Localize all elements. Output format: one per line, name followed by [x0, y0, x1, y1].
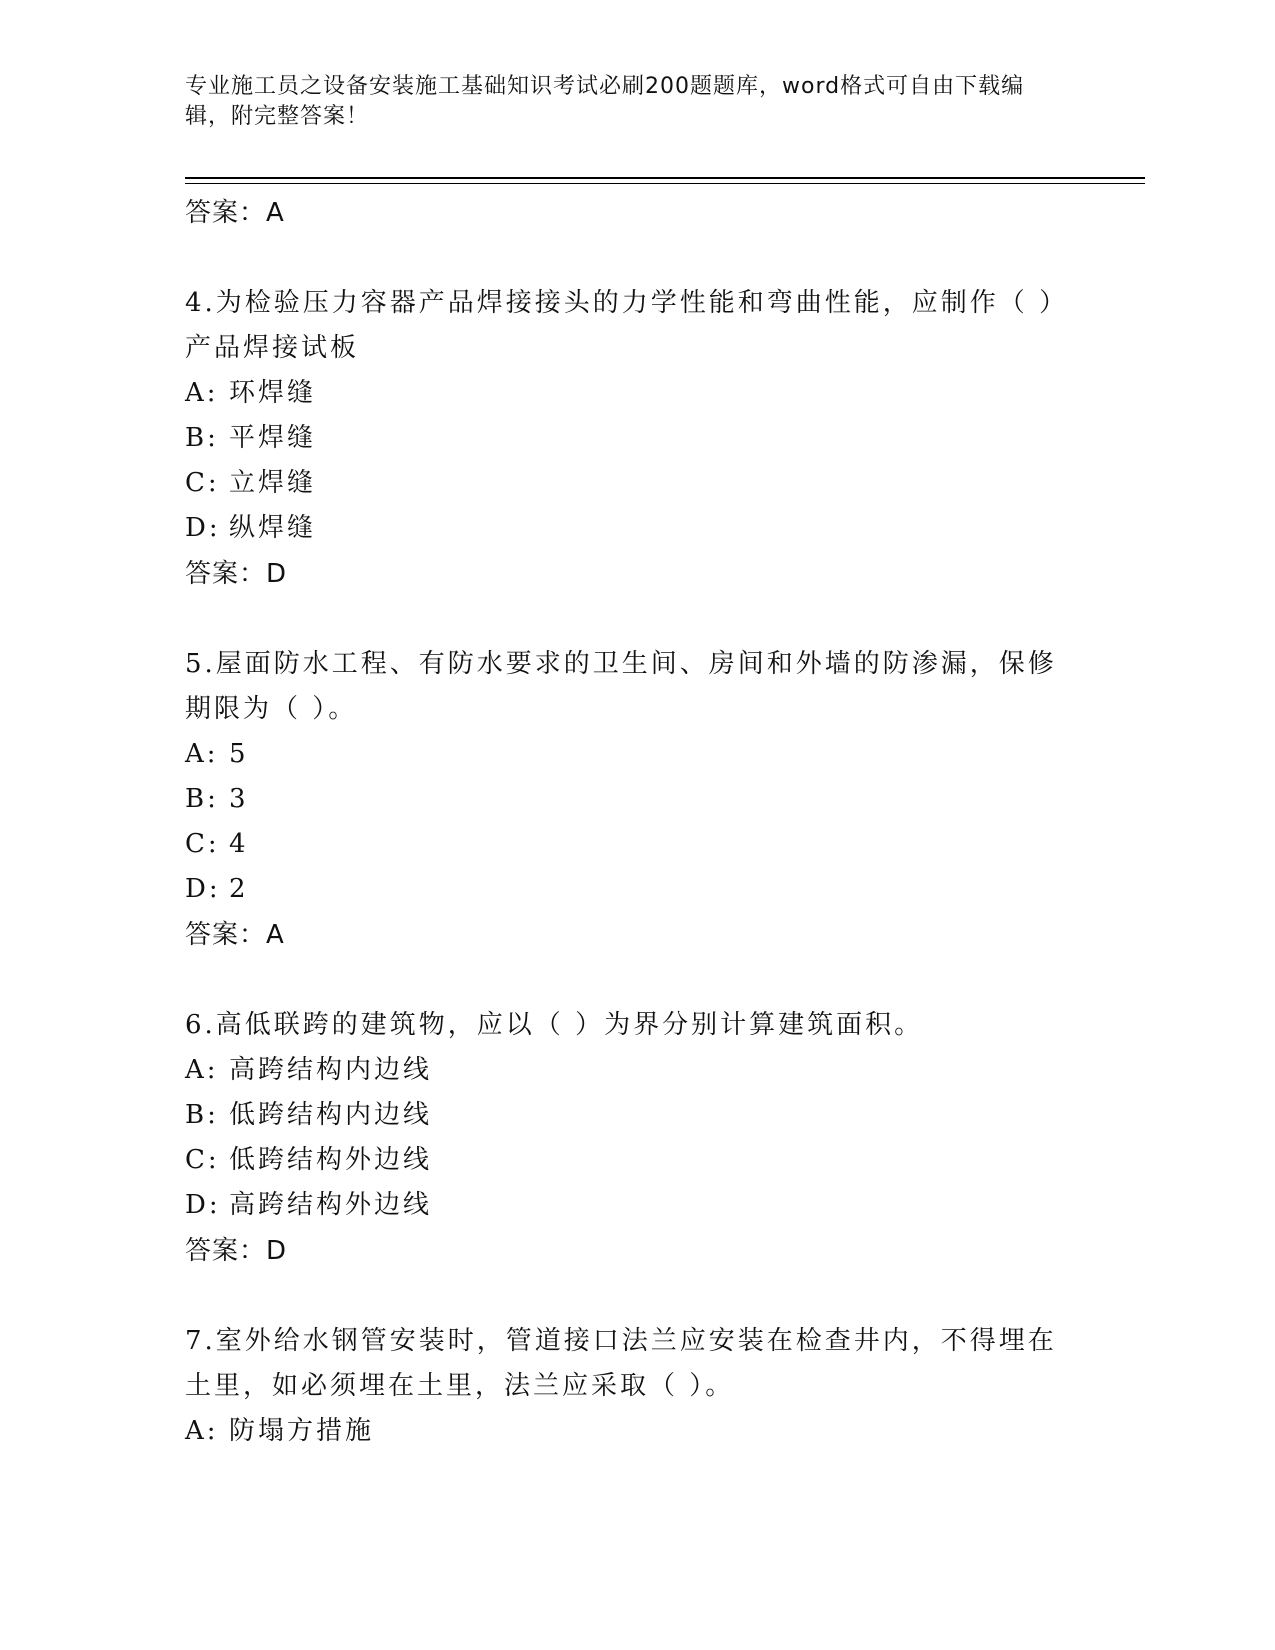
answer-line: 答案：D: [185, 559, 288, 589]
option-text: 立焊缝: [229, 468, 317, 498]
question-block-6: [185, 1003, 1065, 1274]
answer-line: 答案：A: [185, 920, 285, 950]
option-a: [185, 1048, 1065, 1093]
option-text: 2: [229, 874, 249, 904]
option-text: 高跨结构外边线: [229, 1190, 433, 1220]
option-c: [185, 461, 1065, 506]
option-text: 防塌方措施: [229, 1416, 375, 1446]
option-key: A:: [185, 739, 219, 769]
question-block-5: [185, 642, 1065, 958]
option-key: A:: [185, 378, 219, 408]
option-text: 5: [229, 739, 249, 769]
option-key: D:: [185, 513, 221, 543]
option-d: [185, 1183, 1065, 1228]
option-text: 平焊缝: [229, 423, 317, 453]
question-list: [185, 190, 1065, 1454]
option-d: [185, 867, 1065, 912]
option-key: B:: [185, 423, 219, 453]
option-text: 低跨结构内边线: [229, 1100, 433, 1130]
option-key: B:: [185, 784, 219, 814]
question-block-4: [185, 281, 1065, 597]
option-text: 纵焊缝: [229, 513, 317, 543]
answer-line: 答案：D: [185, 1236, 288, 1266]
option-key: C:: [185, 468, 220, 498]
option-text: 3: [229, 784, 249, 814]
header-divider-thin: [185, 183, 1145, 184]
option-a: [185, 1409, 1065, 1454]
option-b: [185, 1093, 1065, 1138]
question-stem: 5.屋面防水工程、有防水要求的卫生间、房间和外墙的防渗漏，保修期限为（ ）。: [185, 649, 1057, 724]
option-key: D:: [185, 1190, 221, 1220]
question-stem: 4.为检验压力容器产品焊接接头的力学性能和弯曲性能，应制作（ ）产品焊接试板: [185, 288, 1056, 363]
option-key: A:: [185, 1416, 219, 1446]
question-stem: 7.室外给水钢管安装时，管道接口法兰应安装在检查井内，不得埋在土里，如必须埋在土里，法兰应采取（ ）。: [185, 1326, 1057, 1401]
option-text: 4: [229, 829, 249, 859]
option-key: B:: [185, 1100, 219, 1130]
header-divider-thick: [185, 177, 1145, 179]
option-c: [185, 822, 1065, 867]
option-b: [185, 777, 1065, 822]
question-block-7: [185, 1319, 1065, 1454]
option-key: D:: [185, 874, 221, 904]
option-key: A:: [185, 1055, 219, 1085]
option-d: [185, 506, 1065, 551]
option-b: [185, 416, 1065, 461]
question-stem: 6.高低联跨的建筑物，应以（ ）为界分别计算建筑面积。: [185, 1010, 924, 1040]
option-a: [185, 732, 1065, 777]
option-text: 低跨结构外边线: [229, 1145, 433, 1175]
answer-line: 答案：A: [185, 198, 285, 228]
option-a: [185, 371, 1065, 416]
page-header: 专业施工员之设备安装施工基础知识考试必刷200题题库，word格式可自由下载编辑，附完整答案！: [185, 74, 1025, 129]
option-text: 高跨结构内边线: [229, 1055, 433, 1085]
option-c: [185, 1138, 1065, 1183]
option-key: C:: [185, 829, 220, 859]
option-text: 环焊缝: [229, 378, 317, 408]
option-key: C:: [185, 1145, 220, 1175]
